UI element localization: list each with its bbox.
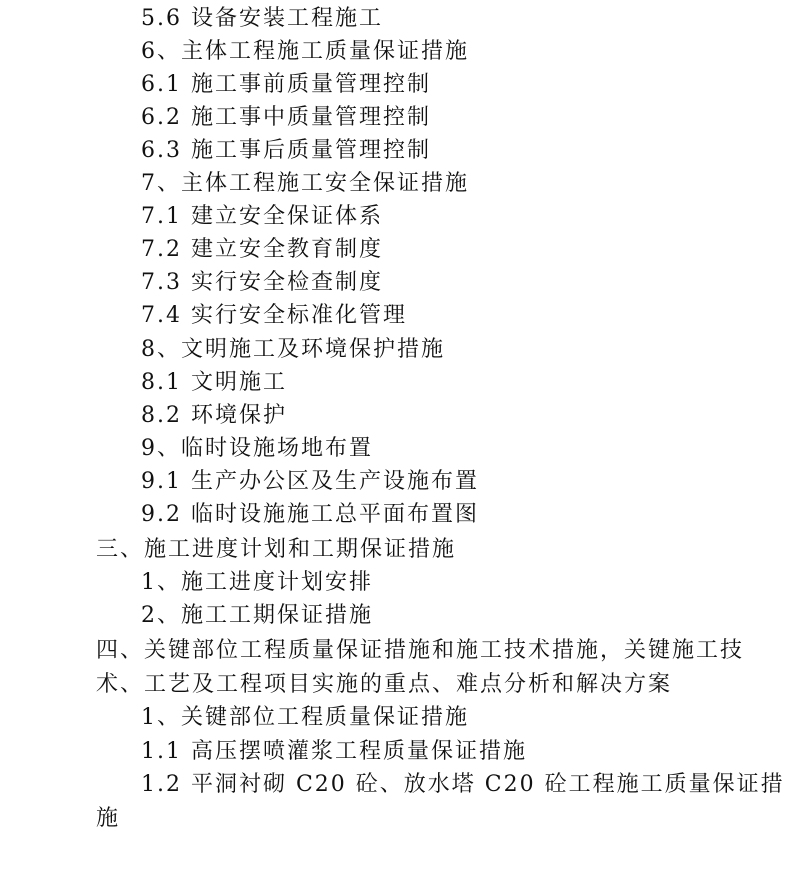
toc-item-9-2: 9.2 临时设施施工总平面布置图 bbox=[141, 502, 479, 527]
toc-item-7-4: 7.4 实行安全标准化管理 bbox=[141, 303, 407, 328]
toc-chapter-4-cont: 术、工艺及工程项目实施的重点、难点分析和解决方案 bbox=[96, 672, 673, 697]
toc-item-7-2: 7.2 建立安全教育制度 bbox=[141, 237, 383, 262]
toc-item-3-1: 1、施工进度计划安排 bbox=[141, 570, 373, 595]
toc-item-9-1: 9.1 生产办公区及生产设施布置 bbox=[141, 469, 479, 494]
toc-item-6: 6、主体工程施工质量保证措施 bbox=[141, 39, 469, 64]
toc-item-7-3: 7.3 实行安全检查制度 bbox=[141, 270, 383, 295]
toc-chapter-4: 四、关键部位工程质量保证措施和施工技术措施，关键施工技 bbox=[96, 638, 745, 663]
toc-item-6-1: 6.1 施工事前质量管理控制 bbox=[141, 72, 431, 97]
toc-item-4-1-1: 1.1 高压摆喷灌浆工程质量保证措施 bbox=[141, 739, 527, 764]
toc-item-7-1: 7.1 建立安全保证体系 bbox=[141, 204, 383, 229]
toc-item-6-2: 6.2 施工事中质量管理控制 bbox=[141, 105, 431, 130]
toc-item-4-1-2-cont: 施 bbox=[96, 806, 121, 831]
toc-item-8: 8、文明施工及环境保护措施 bbox=[141, 337, 445, 362]
toc-item-5-6: 5.6 设备安装工程施工 bbox=[141, 6, 383, 31]
toc-item-8-2: 8.2 环境保护 bbox=[141, 403, 287, 428]
toc-item-6-3: 6.3 施工事后质量管理控制 bbox=[141, 138, 431, 163]
toc-item-9: 9、临时设施场地布置 bbox=[141, 436, 373, 461]
toc-item-4-1: 1、关键部位工程质量保证措施 bbox=[141, 705, 469, 730]
toc-item-8-1: 8.1 文明施工 bbox=[141, 370, 287, 395]
toc-item-7: 7、主体工程施工安全保证措施 bbox=[141, 171, 469, 196]
toc-item-4-1-2: 1.2 平洞衬砌 C20 砼、放水塔 C20 砼工程施工质量保证措 bbox=[141, 772, 785, 797]
toc-item-3-2: 2、施工工期保证措施 bbox=[141, 603, 373, 628]
toc-chapter-3: 三、施工进度计划和工期保证措施 bbox=[96, 537, 457, 562]
